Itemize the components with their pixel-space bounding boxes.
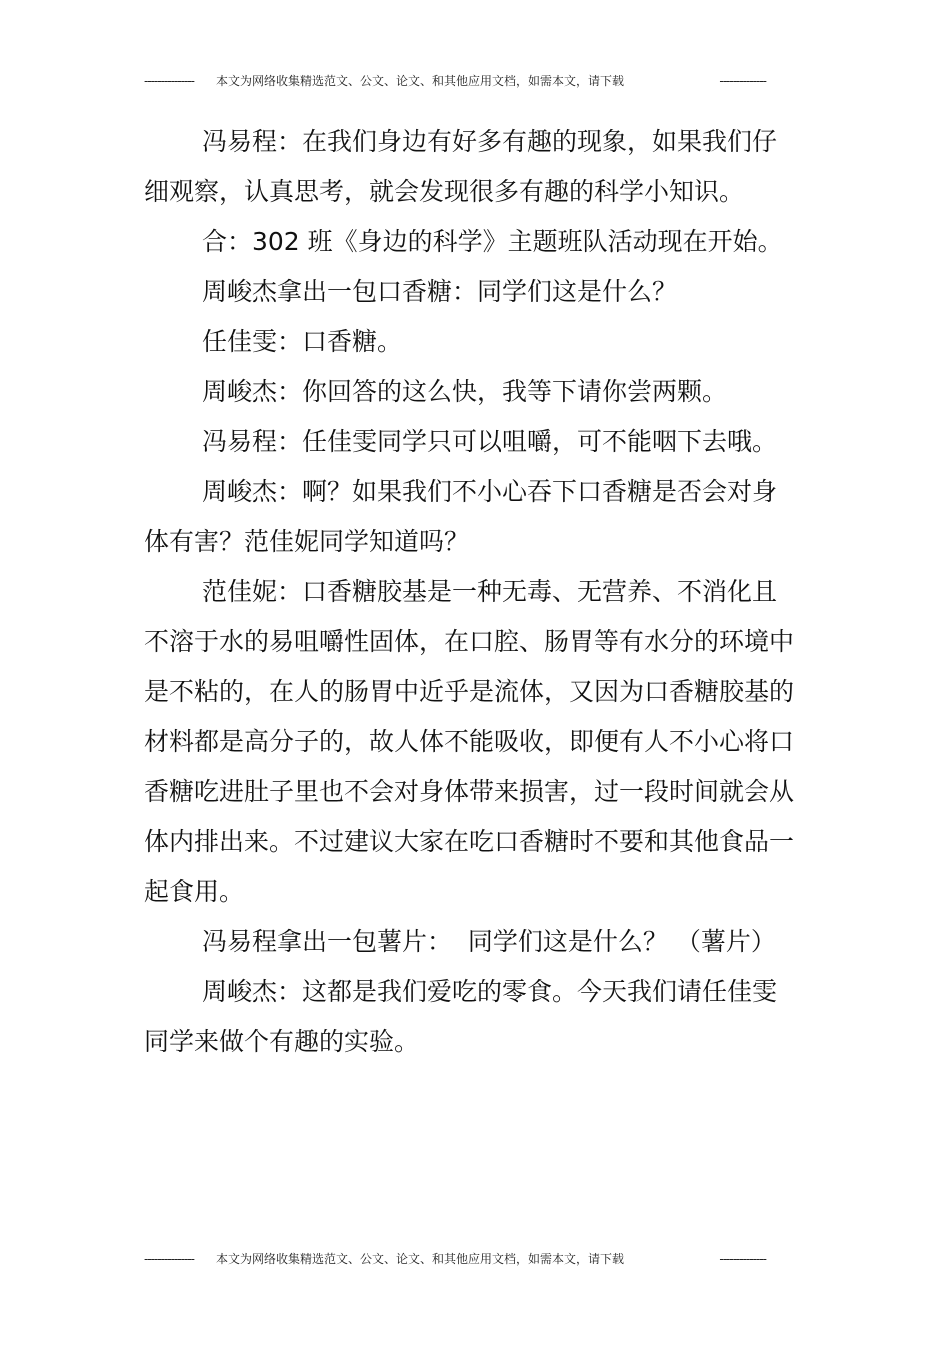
header-dashes-left: --------------- bbox=[144, 74, 194, 88]
paragraph-2: 合：302 班《身边的科学》主题班队活动现在开始。 bbox=[202, 227, 783, 256]
paragraph-9: 冯易程拿出一包薯片： 同学们这是什么？ （薯片） bbox=[202, 927, 776, 956]
paragraph-3: 周峻杰拿出一包口香糖：同学们这是什么？ bbox=[202, 277, 678, 306]
document-body bbox=[144, 117, 794, 1067]
paragraph-10: 周峻杰：这都是我们爱吃的零食。今天我们请任佳雯同学来做个有趣的实验。 bbox=[144, 977, 778, 1056]
footer-dashes-right: -------------- bbox=[719, 1252, 766, 1266]
paragraph-7: 周峻杰：啊？如果我们不小心吞下口香糖是否会对身体有害？范佳妮同学知道吗？ bbox=[144, 477, 778, 556]
header-dashes-right: -------------- bbox=[719, 74, 766, 88]
paragraph-8: 范佳妮：口香糖胶基是一种无毒、无营养、不消化且不溶于水的易咀嚼性固体，在口腔、肠胃等有水分的环境中是不粘的，在人的肠胃中近乎是流体，又因为口香糖胶基的材料都是高分子的，故人体不能吸收，即便有人不小心将口香糖吃进肚子里也不会对身体带来损害，过一段时间就会从体内排出来。不过建议大家在吃口香糖时不要和其他食品一起食用。 bbox=[144, 577, 795, 906]
header-text: 本文为网络收集精选范文、公文、论文、和其他应用文档，如需本文，请下载 bbox=[216, 74, 625, 88]
paragraph-4: 任佳雯：口香糖。 bbox=[202, 327, 403, 356]
paragraph-1: 冯易程：在我们身边有好多有趣的现象，如果我们仔细观察，认真思考，就会发现很多有趣的科学小知识。 bbox=[144, 127, 778, 206]
footer-text: 本文为网络收集精选范文、公文、论文、和其他应用文档，如需本文，请下载 bbox=[216, 1252, 625, 1266]
paragraph-5: 周峻杰：你回答的这么快，我等下请你尝两颗。 bbox=[202, 377, 728, 406]
footer-dashes-left: --------------- bbox=[144, 1252, 194, 1266]
page-footer bbox=[144, 1249, 766, 1269]
paragraph-6: 冯易程：任佳雯同学只可以咀嚼，可不能咽下去哦。 bbox=[202, 427, 778, 456]
page-header bbox=[144, 71, 766, 91]
